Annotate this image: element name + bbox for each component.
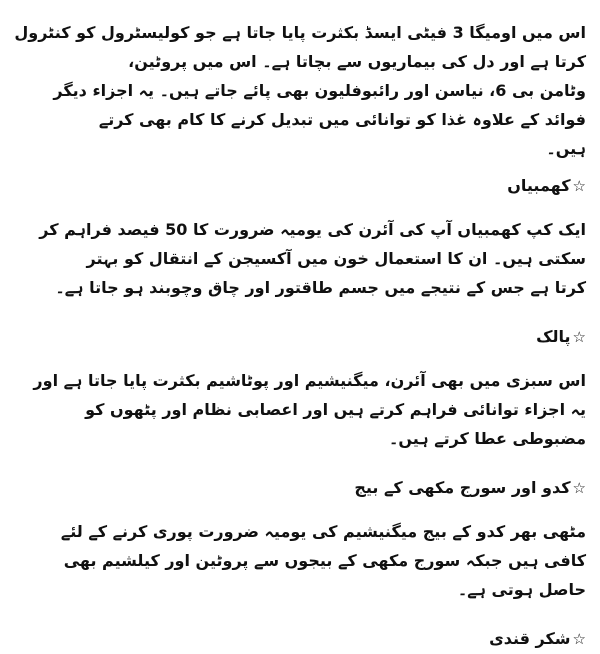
star-icon: ☆ (572, 328, 586, 346)
heading-text: کدو اور سورج مکھی کے بیج (354, 478, 571, 497)
section-heading-sweet-potato (14, 624, 586, 654)
section-heading-seeds (14, 473, 586, 503)
heading-text: شکر قندی (489, 629, 571, 648)
section-heading-mushrooms (14, 171, 586, 201)
star-icon: ☆ (572, 177, 586, 195)
spinach-paragraph (14, 366, 586, 453)
para-line: حاصل ہوتی ہے۔ (457, 580, 586, 599)
seeds-paragraph (14, 517, 586, 604)
heading-text: کھمبیاں (507, 176, 571, 195)
para-line: ایک کپ کھمبیاں آپ کی آئرن کی یومیہ ضرورت کا 50 فیصد فراہم کر سکتی ہیں۔ ان کا استعمال خون میں آکسیجن کے انتقال کو بہتر (39, 220, 586, 268)
para-line: اس سبزی میں بھی آئرن، میگنیشیم اور پوٹاشیم بکثرت پایا جاتا ہے اور یہ اجزاء توانائی فراہم کرتے ہیں اور اعصابی نظام اور پٹھوں کو (33, 371, 586, 419)
para-line: مٹھی بھر کدو کے بیج میگنیشیم کی یومیہ ضرورت پوری کرنے کے لئے کافی ہیں جبکہ سورج مکھی کے بیجوں سے پروٹین اور کیلشیم بھی (60, 522, 586, 570)
star-icon: ☆ (572, 479, 586, 497)
para-line: اس میں اومیگا 3 فیٹی ایسڈ بکثرت پایا جاتا ہے جو کولیسٹرول کو کنٹرول کرتا ہے اور دل کی بیماریوں سے بچاتا ہے۔ اس میں پروٹین، (14, 23, 586, 71)
para-line: مضبوطی عطا کرتے ہیں۔ (388, 429, 586, 448)
para-line: وٹامن بی 6، نیاسن اور رائبوفلیون بھی پائے جاتے ہیں۔ یہ اجزاء دیگر فوائد کے علاوہ غذا کو توانائی میں تبدیل کرنے کا کام بھی کرتے (53, 81, 586, 129)
intro-paragraph (14, 18, 586, 163)
star-icon: ☆ (572, 630, 586, 648)
para-line: ہیں۔ (546, 139, 586, 158)
mushrooms-paragraph (14, 215, 586, 302)
section-heading-spinach (14, 322, 586, 352)
para-line: کرتا ہے جس کے نتیجے میں جسم طاقتور اور چاق وچوبند ہو جاتا ہے۔ (55, 278, 586, 297)
heading-text: پالک (536, 327, 571, 346)
